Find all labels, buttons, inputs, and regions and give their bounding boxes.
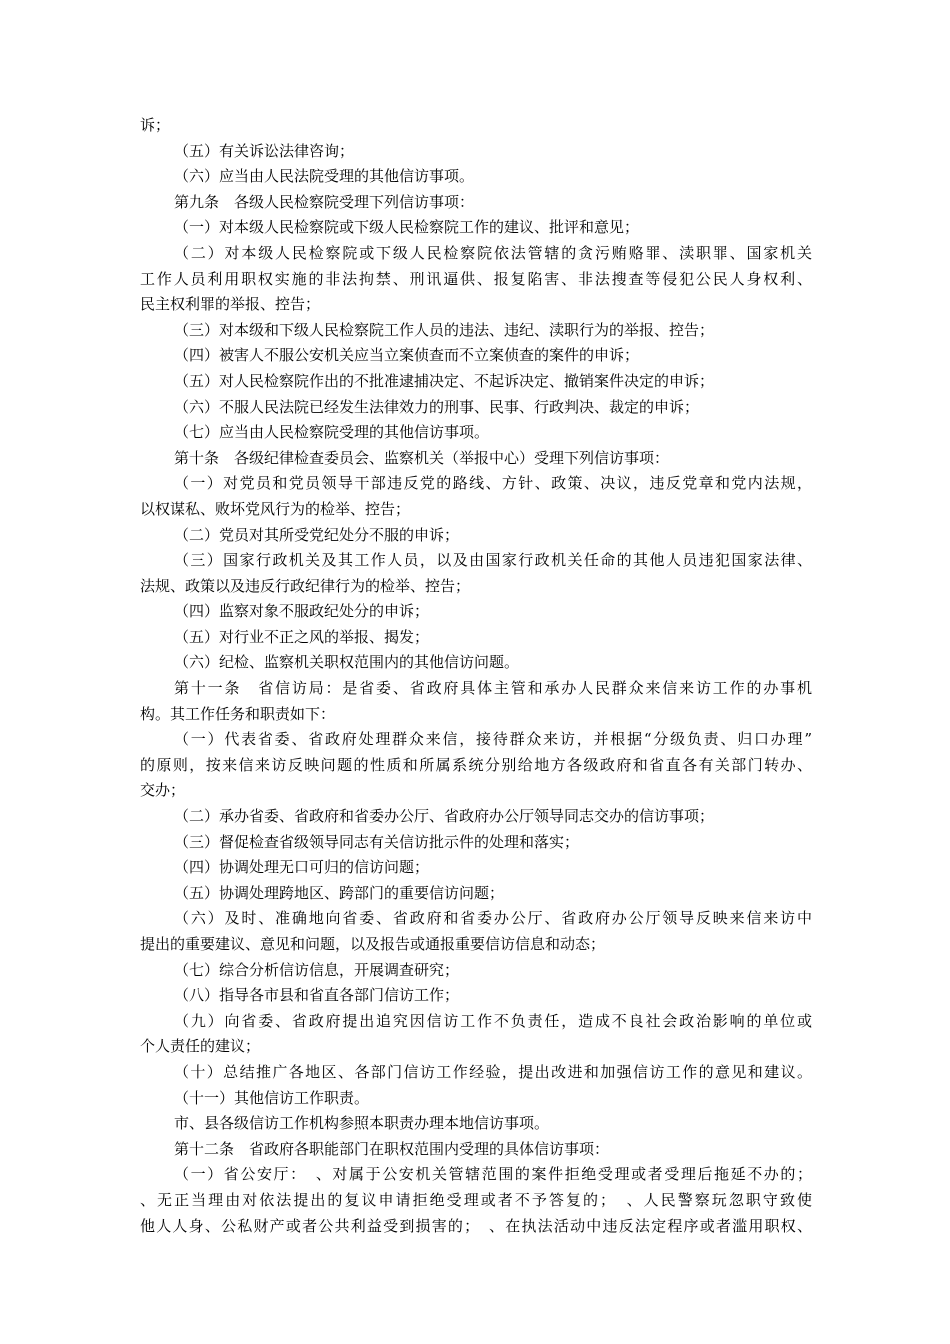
text-line: （六）纪检、监察机关职权范围内的其他信访问题。 xyxy=(174,653,520,672)
text-line: 构。其工作任务和职责如下： xyxy=(140,704,336,723)
document-page xyxy=(140,113,812,1239)
text-line: （一）对本级人民检察院或下级人民检察院工作的建议、批评和意见； xyxy=(174,218,640,237)
text-line: （十）总结推广各地区、各部门信访工作经验，提出改进和加强信访工作的意见和建议。 xyxy=(174,1062,812,1081)
text-line: 第十二条 省政府各职能部门在职权范围内受理的具体信访事项： xyxy=(174,1139,610,1158)
text-line: 工作人员利用职权实施的非法拘禁、刑讯逼供、报复陷害、非法搜查等侵犯公民人身权利、 xyxy=(140,269,812,288)
text-line: 他人人身、公私财产或者公共利益受到损害的； 、在执法活动中违反法定程序或者滥用职权、 xyxy=(140,1216,812,1235)
text-line: （三）国家行政机关及其工作人员，以及由国家行政机关任命的其他人员违犯国家法律、 xyxy=(174,551,812,570)
text-line: （一）代表省委、省政府处理群众来信，接待群众来访，并根据“分级负责、归口办理” xyxy=(174,730,812,749)
text-line: （八）指导各市县和省直各部门信访工作； xyxy=(174,986,460,1005)
text-line: （三）对本级和下级人民检察院工作人员的违法、违纪、渎职行为的举报、控告； xyxy=(174,320,715,339)
text-line: 提出的重要建议、意见和问题，以及报告或通报重要信访信息和动态； xyxy=(140,935,606,953)
text-line: 第十条 各级纪律检查委员会、监察机关（举报中心）受理下列信访事项： xyxy=(174,448,670,467)
text-line: （六）应当由人民法院受理的其他信访事项。 xyxy=(174,167,475,186)
text-line: 市、县各级信访工作机构参照本职责办理本地信访事项。 xyxy=(174,1114,550,1133)
text-line: （一）对党员和党员领导干部违反党的路线、方针、政策、决议，违反党章和党内法规， xyxy=(174,474,812,493)
text-line: 法规、政策以及违反行政纪律行为的检举、控告； xyxy=(140,576,471,595)
text-line: （四）被害人不服公安机关应当立案侦查而不立案侦查的案件的申诉； xyxy=(174,346,640,365)
text-line: （三）督促检查省级领导同志有关信访批示件的处理和落实； xyxy=(174,832,580,851)
text-line: 民主权利罪的举报、控告； xyxy=(140,295,321,314)
text-line: （二）承办省委、省政府和省委办公厅、省政府办公厅领导同志交办的信访事项； xyxy=(174,807,715,826)
text-line: 的原则，按来信来访反映问题的性质和所属系统分别给地方各级政府和省直各有关部门转办、 xyxy=(140,755,812,774)
text-line: （五）协调处理跨地区、跨部门的重要信访问题； xyxy=(174,883,505,902)
text-line: 、无正当理由对依法提出的复议申请拒绝受理或者不予答复的； 、人民警察玩忽职守致使 xyxy=(140,1190,812,1209)
text-line: 诉； xyxy=(140,116,171,134)
text-line: 第十一条 省信访局：是省委、省政府具体主管和承办人民群众来信来访工作的办事机 xyxy=(174,679,812,698)
text-line: （七）综合分析信访信息，开展调查研究； xyxy=(174,960,460,979)
text-line: （五）对行业不正之风的举报、揭发； xyxy=(174,627,430,646)
text-line: 交办； xyxy=(140,781,186,800)
text-line: 第九条 各级人民检察院受理下列信访事项： xyxy=(174,192,475,211)
text-line: （四）监察对象不服政纪处分的申诉； xyxy=(174,602,430,621)
text-line: （二）对本级人民检察院或下级人民检察院依法管辖的贪污贿赂罪、渎职罪、国家机关 xyxy=(174,243,812,262)
text-line: （六）及时、准确地向省委、省政府和省委办公厅、省政府办公厅领导反映来信来访中 xyxy=(174,909,812,928)
text-line: （五）对人民检察院作出的不批准逮捕决定、不起诉决定、撤销案件决定的申诉； xyxy=(174,371,715,390)
text-line: （九）向省委、省政府提出追究因信访工作不负责任，造成不良社会政治影响的单位或 xyxy=(174,1011,812,1030)
text-line: （十一）其他信访工作职责。 xyxy=(174,1088,370,1107)
text-line: （五）有关诉讼法律咨询； xyxy=(174,141,355,160)
text-line: （六）不服人民法院已经发生法律效力的刑事、民事、行政判决、裁定的申诉； xyxy=(174,397,700,416)
text-line: （四）协调处理无口可归的信访问题； xyxy=(174,858,430,877)
text-line: 个人责任的建议； xyxy=(140,1037,261,1056)
text-line: （二）党员对其所受党纪处分不服的申诉； xyxy=(174,525,460,544)
text-line: （一）省公安厅： 、对属于公安机关管辖范围的案件拒绝受理或者受理后拖延不办的； xyxy=(174,1165,812,1184)
text-line: （七）应当由人民检察院受理的其他信访事项。 xyxy=(174,423,490,442)
text-line: 以权谋私、败坏党风行为的检举、控告； xyxy=(140,499,411,518)
